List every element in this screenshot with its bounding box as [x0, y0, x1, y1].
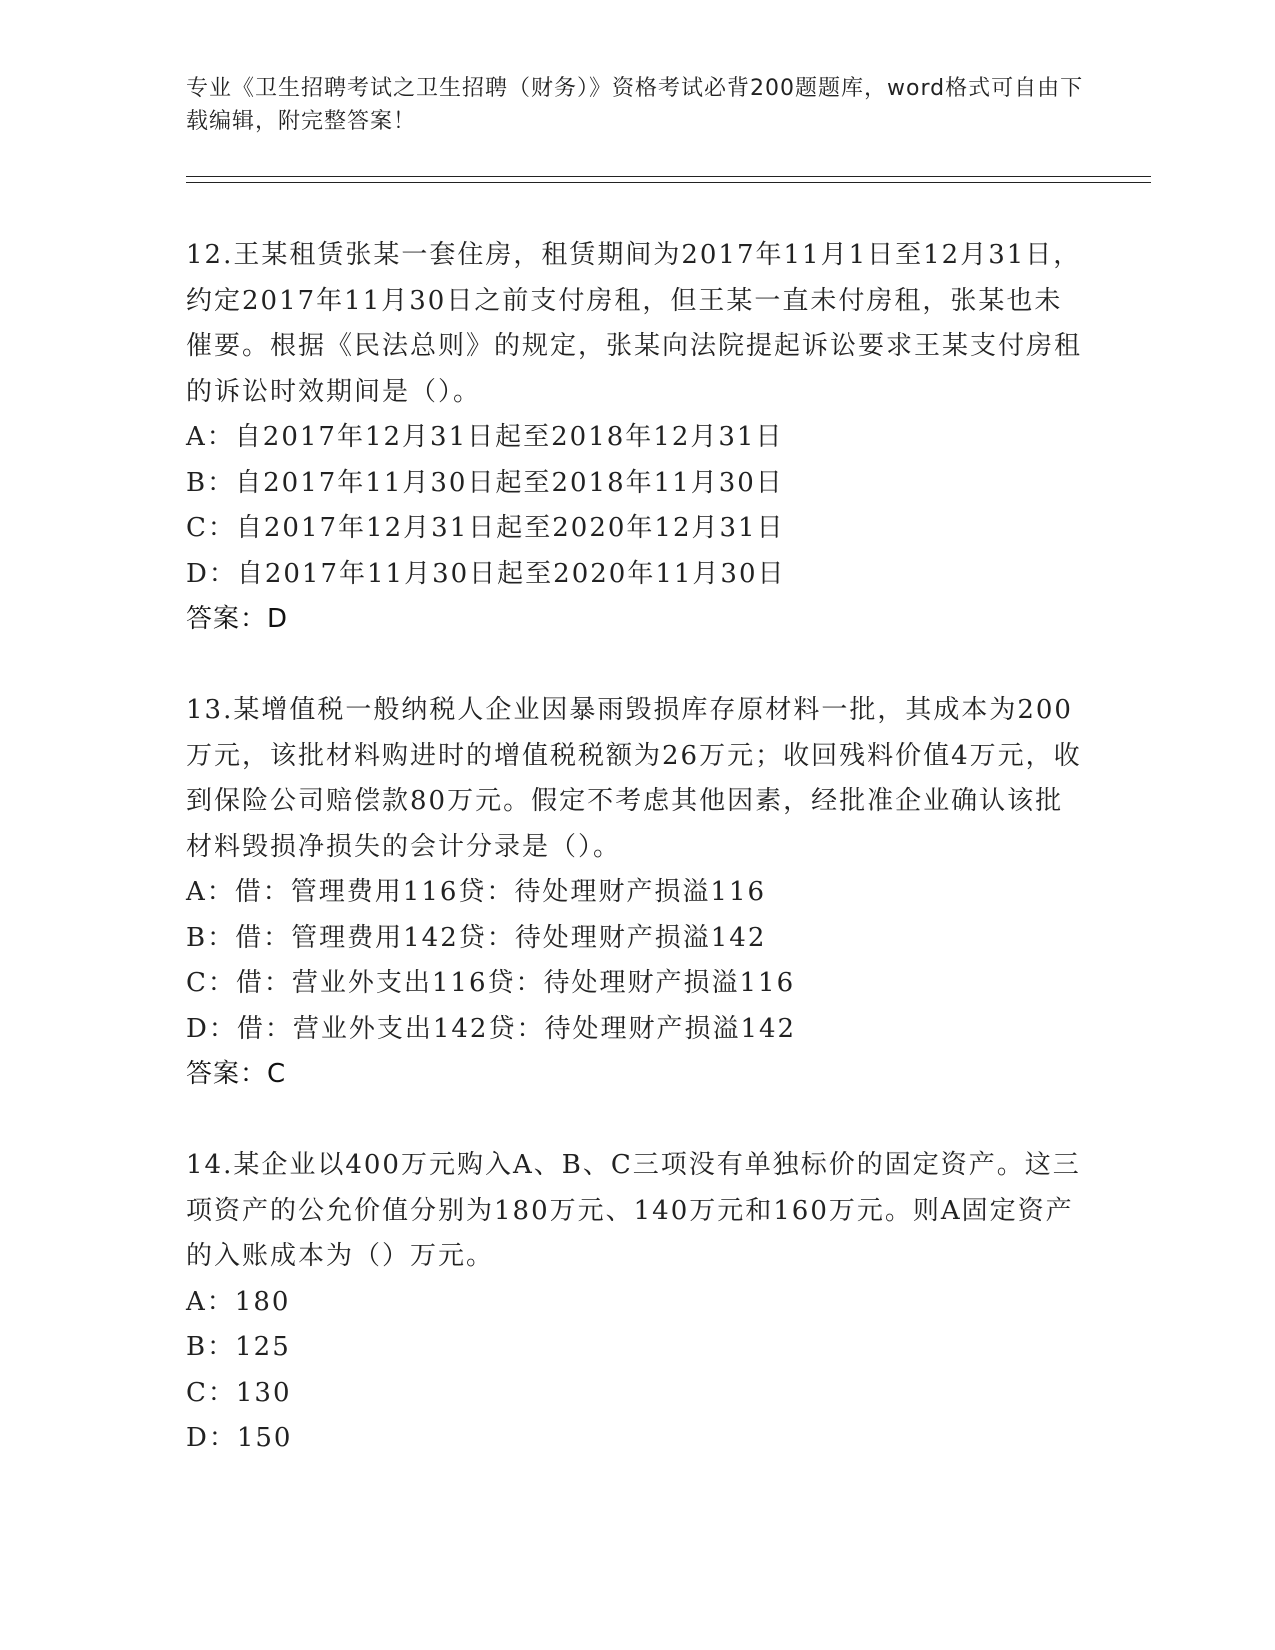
option-c: C：130	[186, 1377, 292, 1408]
answer: 答案：D	[186, 604, 289, 634]
question-14	[186, 1143, 1086, 1462]
option-c: C：借：营业外支出116贷：待处理财产损溢116	[186, 968, 796, 998]
option-a: A：180	[186, 1286, 291, 1317]
option-a: A：自2017年12月31日起至2018年12月31日	[186, 422, 784, 452]
option-b: B：125	[186, 1332, 291, 1362]
question-stem: 14.某企业以400万元购入A、B、C三项没有单独标价的固定资产。这三项资产的公允价值分别为180万元、140万元和160万元。则A固定资产的入账成本为（）万元。	[186, 1150, 1081, 1271]
option-d: D：自2017年11月30日起至2020年11月30日	[186, 558, 786, 589]
option-d: D：借：营业外支出142贷：待处理财产损溢142	[186, 1013, 797, 1044]
document-header: 专业《卫生招聘考试之卫生招聘（财务）》资格考试必背200题题库，word格式可自由下载编辑，附完整答案！	[186, 76, 1084, 134]
question-stem: 12.王某租赁张某一套住房，租赁期间为2017年11月1日至12月31日，约定2017年11月30日之前支付房租，但王某一直未付房租，张某也未催要。根据《民法总则》的规定，张某向法院提起诉讼要求王某支付房租的诉讼时效期间是（）。	[186, 240, 1083, 407]
option-c: C：自2017年12月31日起至2020年12月31日	[186, 513, 785, 543]
header-rule-top	[186, 176, 1151, 177]
question-13	[186, 688, 1086, 1097]
option-b: B：自2017年11月30日起至2018年11月30日	[186, 467, 784, 498]
option-b: B：借：管理费用142贷：待处理财产损溢142	[186, 922, 767, 953]
question-stem: 13.某增值税一般纳税人企业因暴雨毁损库存原材料一批，其成本为200万元，该批材料购进时的增值税税额为26万元；收回残料价值4万元，收到保险公司赔偿款80万元。假定不考虑其他因素，经批准企业确认该批材料毁损净损失的会计分录是（）。	[186, 695, 1082, 862]
answer: 答案：C	[186, 1059, 287, 1089]
header-rule-bottom	[186, 182, 1151, 183]
question-12	[186, 233, 1086, 642]
option-a: A：借：管理费用116贷：待处理财产损溢116	[186, 877, 767, 907]
option-d: D：150	[186, 1423, 293, 1453]
